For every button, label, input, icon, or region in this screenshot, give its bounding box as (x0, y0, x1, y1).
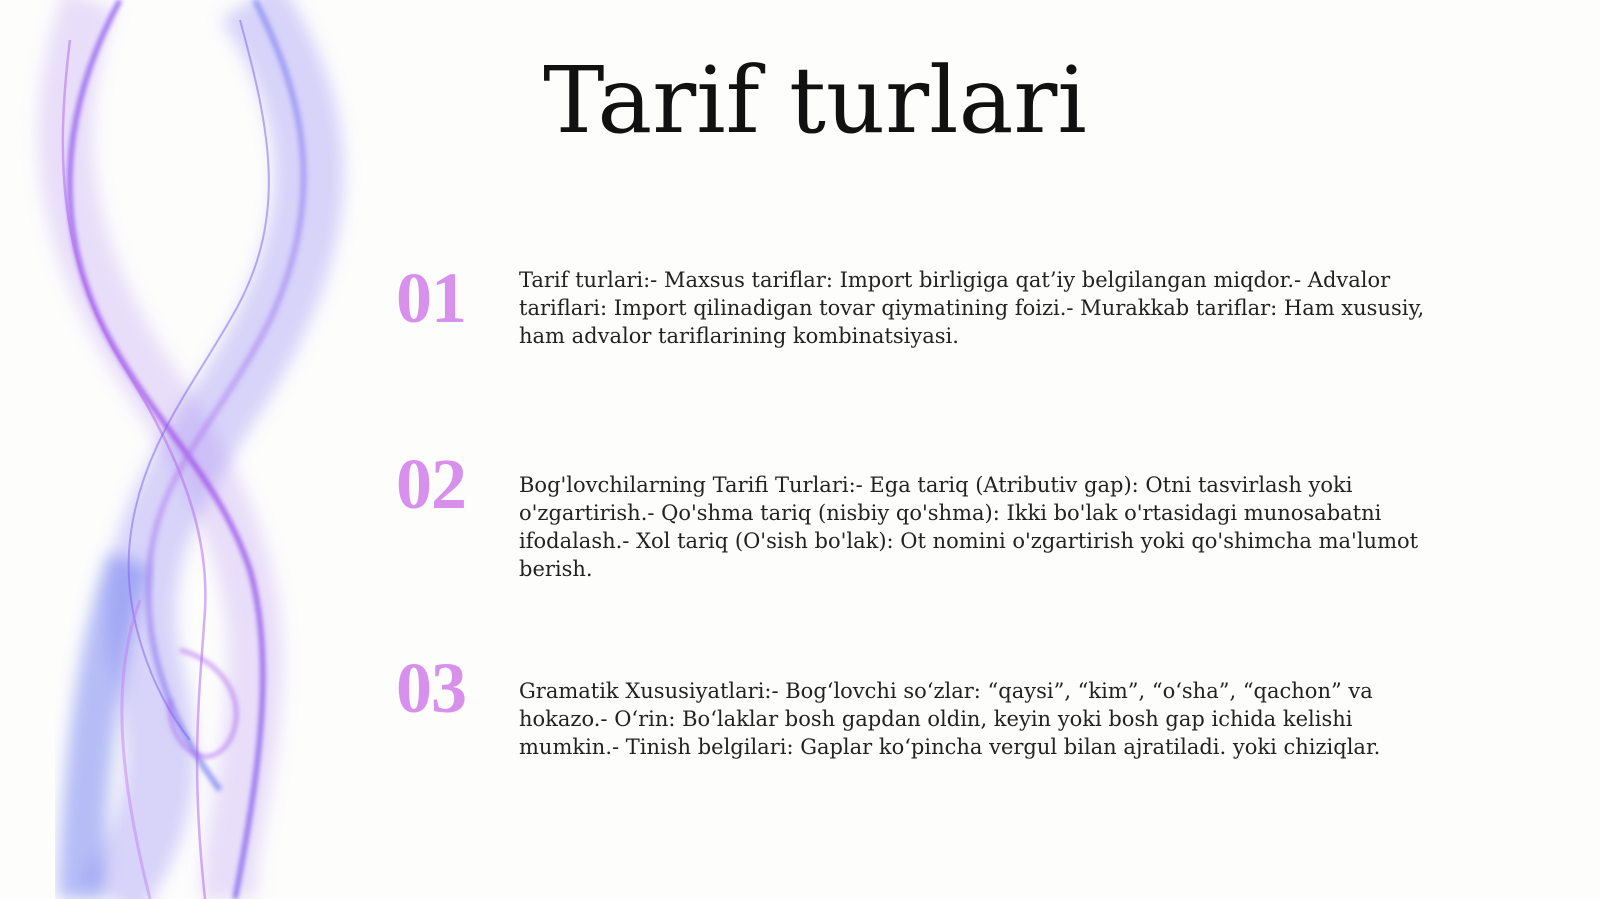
item-text-3: Gramatik Xususiyatlari:- Bog‘lovchi so‘zlar: “qaysi”, “kim”, “o‘sha”, “qachon” va hokazo.- O‘rin: Bo‘laklar bosh gapdan oldin, keyin yoki bosh gap ichida kelishi mumkin.- Tinish belgilari: Gaplar ko‘pincha vergul bilan ajratiladi. yoki chiziqlar. (519, 679, 1381, 759)
slide-title: Tarif turlari (543, 47, 1087, 154)
item-number-2: 02 (396, 444, 466, 524)
item-text-1: Tarif turlari:- Maxsus tariflar: Import birligiga qat’iy belgilangan miqdor.- Advalor tariflari: Import qilinadigan tovar qiymatining foizi.- Murakkab tariflar: Ham xususiy, ham advalor tariflarining kombinatsiyasi. (519, 268, 1425, 348)
item-text-2: Bog'lovchilarning Tarifi Turlari:- Ega tariq (Atributiv gap): Otni tasvirlash yoki o'zgartirish.- Qo'shma tariq (nisbiy qo'shma): Ikki bo'lak o'rtasidagi munosabatni ifodalash.- Xol tariq (O'sish bo'lak): Ot nomini o'zgartirish yoki qo'shimcha ma'lumot berish. (519, 473, 1419, 581)
item-number-1: 01 (396, 258, 466, 338)
item-number-3: 03 (396, 648, 466, 728)
smoke-decoration (0, 0, 400, 899)
